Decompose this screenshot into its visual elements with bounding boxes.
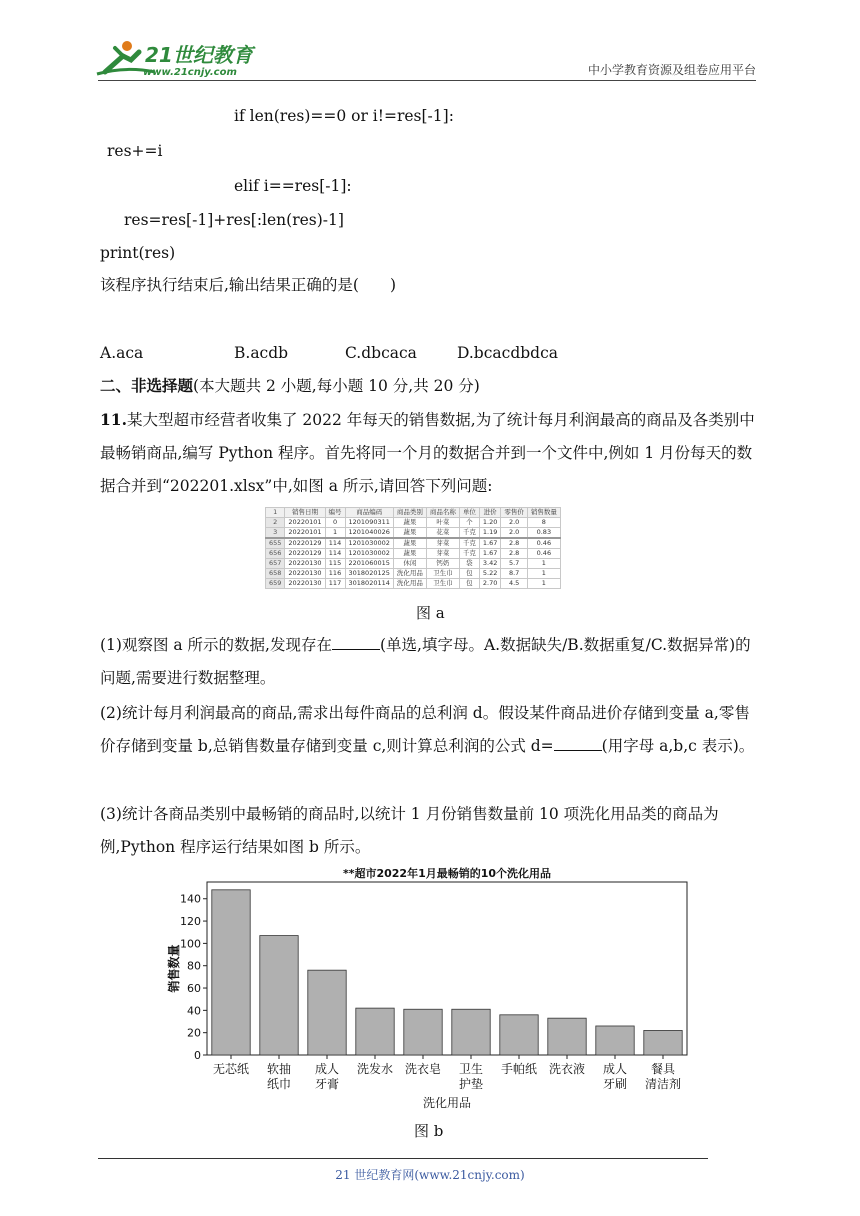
site-logo — [95, 38, 265, 78]
sheet-cell: 进价 — [479, 508, 500, 518]
sheet-cell: 8.7 — [501, 569, 528, 579]
bar — [356, 1008, 394, 1055]
x-tick-label: 牙膏 — [314, 1077, 340, 1091]
sheet-cell: 0.46 — [527, 549, 560, 559]
y-axis-label: 销售数量 — [167, 944, 181, 993]
sheet-cell: 商品编码 — [345, 508, 393, 518]
sheet-cell: 叶菜 — [426, 518, 459, 528]
x-tick-label: 成人 — [314, 1062, 340, 1076]
sheet-header-row — [266, 508, 561, 518]
figure-b-bar-chart — [160, 862, 700, 1112]
y-tick-label: 40 — [187, 1004, 201, 1018]
sheet-cell: 蔬果 — [393, 518, 426, 528]
sheet-cell: 2.0 — [501, 518, 528, 528]
sheet-cell: 20220130 — [285, 579, 325, 589]
x-axis-label: 洗化用品 — [422, 1096, 472, 1110]
q11-part1-b: (单选,填字母。A.数据缺失/B.数据重复/C.数据异常)的问题,需要进行数据整理。 — [100, 636, 751, 687]
q11-part1 — [100, 629, 762, 695]
sheet-row-number: 2 — [266, 518, 285, 528]
sheet-cell: 千克 — [459, 528, 479, 539]
sheet-row-number: 3 — [266, 528, 285, 539]
sheet-cell: 卫生巾 — [426, 579, 459, 589]
sheet-cell: 0 — [325, 518, 345, 528]
sheet-cell: 销售日期 — [285, 508, 325, 518]
footer-text: 21 世纪教育网(www.21cnjy.com) — [335, 1168, 525, 1182]
q11-intro-text: 某大型超市经营者收集了 2022 年每天的销售数据,为了统计每月利润最高的商品及各类别中最畅销商品,编写 Python 程序。首先将同一个月的数据合并到一个文件中,例如 1 月份每天的数据合并到“202201.xlsx”中,如图 a 所示,请回答下列问题: — [100, 411, 755, 495]
x-tick-label: 洗衣液 — [548, 1062, 586, 1076]
sheet-cell: 1 — [325, 528, 345, 539]
sheet-cell: 1201030002 — [345, 538, 393, 549]
sheet-cell: 2201060015 — [345, 559, 393, 569]
q10-option-d: D.bcacdbdca — [457, 344, 559, 362]
sheet-cell: 花菜 — [426, 528, 459, 539]
sheet-cell: 2.8 — [501, 538, 528, 549]
bar — [308, 970, 346, 1055]
chart-title: **超市2022年1月最畅销的10个洗化用品 — [342, 867, 552, 880]
q11-part3: (3)统计各商品类别中最畅销的商品时,以统计 1 月份销售数量前 10 项洗化用品类的商品为例,Python 程序运行结果如图 b 所示。 — [100, 805, 719, 856]
section-title — [100, 376, 480, 396]
bar — [644, 1030, 682, 1055]
sheet-cell: 1.19 — [479, 528, 500, 539]
figure-b-caption: 图 b — [414, 1122, 444, 1140]
sheet-cell: 20220129 — [285, 549, 325, 559]
sheet-cell: 20220130 — [285, 569, 325, 579]
sheet-cell: 零售价 — [501, 508, 528, 518]
header-divider — [98, 80, 756, 81]
sheet-row-number: 658 — [266, 569, 285, 579]
sheet-cell: 1 — [527, 569, 560, 579]
sheet-cell: 芽菜 — [426, 538, 459, 549]
sheet-cell: 114 — [325, 549, 345, 559]
bar — [548, 1018, 586, 1055]
sheet-cell: 芽菜 — [426, 549, 459, 559]
q11-part2-a: (2)统计每月利润最高的商品,需求出每件商品的总利润 d。假设某件商品进价存储到变量 a,零售价存储到变量 b,总销售数量存储到变量 c,则计算总利润的公式 d= — [100, 704, 750, 755]
bar — [452, 1009, 490, 1055]
q10-option-b: B.acdb — [234, 344, 289, 362]
sheet-cell: 包 — [459, 569, 479, 579]
figure-a-caption: 图 a — [416, 604, 445, 622]
sheet-cell: 1.67 — [479, 538, 500, 549]
x-tick-label: 护垫 — [458, 1077, 484, 1091]
sheet-cell: 蔬果 — [393, 549, 426, 559]
sheet-row — [266, 518, 561, 528]
sheet-row-number: 655 — [266, 538, 285, 549]
sheet-cell: 1201040026 — [345, 528, 393, 539]
x-tick-label: 牙刷 — [602, 1077, 628, 1091]
x-tick-label: 纸巾 — [266, 1077, 292, 1091]
sheet-cell: 洗化用品 — [393, 569, 426, 579]
bar — [500, 1015, 538, 1055]
section-title-note: (本大题共 2 小题,每小题 10 分,共 20 分) — [193, 377, 480, 395]
q11-part2-b: (用字母 a,b,c 表示)。 — [601, 737, 755, 755]
x-tick-label: 洗衣皂 — [404, 1062, 442, 1076]
answer-blank-1[interactable] — [332, 635, 380, 650]
sheet-row — [266, 559, 561, 569]
sheet-cell: 千克 — [459, 538, 479, 549]
bar — [596, 1026, 634, 1055]
x-tick-label: 软抽 — [266, 1062, 292, 1076]
sheet-cell: 单位 — [459, 508, 479, 518]
sheet-cell: 编号 — [325, 508, 345, 518]
sheet-cell: 20220101 — [285, 528, 325, 539]
sheet-cell: 袋 — [459, 559, 479, 569]
sheet-cell: 3.42 — [479, 559, 500, 569]
sheet-row — [266, 538, 561, 549]
y-tick-label: 60 — [187, 982, 201, 996]
sheet-cell: 3018020125 — [345, 569, 393, 579]
x-tick-label: 成人 — [602, 1062, 628, 1076]
code-line-2: res+=i — [107, 142, 163, 160]
sheet-cell: 钙奶 — [426, 559, 459, 569]
sheet-cell: 117 — [325, 579, 345, 589]
bar — [404, 1009, 442, 1055]
sheet-cell: 蔬果 — [393, 538, 426, 549]
code-line-4: res=res[-1]+res[:len(res)-1] — [124, 211, 344, 229]
sheet-row-number: 656 — [266, 549, 285, 559]
sheet-cell: 个 — [459, 518, 479, 528]
sheet-cell: 114 — [325, 538, 345, 549]
sheet-cell: 洗化用品 — [393, 579, 426, 589]
section-title-main: 二、非选择题 — [100, 376, 194, 395]
code-line-1: if len(res)==0 or i!=res[-1]: — [234, 107, 454, 125]
q11-part2 — [100, 697, 762, 763]
y-tick-label: 140 — [180, 892, 201, 906]
code-line-5: print(res) — [100, 244, 176, 262]
x-tick-label: 餐具 — [650, 1062, 676, 1076]
sheet-cell: 商品名称 — [426, 508, 459, 518]
sheet-cell: 销售数量 — [527, 508, 560, 518]
sheet-cell: 4.5 — [501, 579, 528, 589]
sheet-cell: 卫生巾 — [426, 569, 459, 579]
bar — [260, 936, 298, 1055]
q11-part1-a: (1)观察图 a 所示的数据,发现存在 — [100, 636, 332, 654]
y-tick-label: 120 — [180, 915, 201, 929]
figure-a-spreadsheet — [265, 507, 561, 589]
sheet-row — [266, 549, 561, 559]
sheet-cell: 1201090311 — [345, 518, 393, 528]
sheet-cell: 5.22 — [479, 569, 500, 579]
logo-main-text: 21世纪教育 — [145, 43, 253, 67]
x-tick-label: 无芯纸 — [212, 1062, 250, 1076]
sheet-cell: 商品类别 — [393, 508, 426, 518]
sheet-row — [266, 579, 561, 589]
sheet-cell: 1.67 — [479, 549, 500, 559]
x-tick-label: 清洁剂 — [644, 1077, 682, 1091]
sheet-cell: 2.0 — [501, 528, 528, 539]
sheet-cell: 115 — [325, 559, 345, 569]
y-tick-label: 80 — [187, 959, 201, 973]
sheet-cell: 2.8 — [501, 549, 528, 559]
sheet-row-number: 1 — [266, 508, 285, 518]
sheet-cell: 116 — [325, 569, 345, 579]
x-tick-label: 手帕纸 — [500, 1062, 538, 1076]
sheet-row-number: 659 — [266, 579, 285, 589]
sheet-row-number: 657 — [266, 559, 285, 569]
sheet-row — [266, 528, 561, 539]
x-tick-label: 卫生 — [458, 1062, 484, 1076]
q11-number: 11. — [100, 410, 127, 429]
y-tick-label: 100 — [180, 937, 201, 951]
answer-blank-2[interactable] — [554, 736, 602, 751]
y-tick-label: 0 — [194, 1049, 201, 1062]
footer-divider — [98, 1158, 708, 1159]
code-line-3: elif i==res[-1]: — [234, 177, 352, 195]
q10-option-a: A.aca — [100, 344, 144, 362]
logo-url-text: www.21cnjy.com — [143, 67, 237, 78]
sheet-cell: 包 — [459, 579, 479, 589]
y-tick-label: 20 — [187, 1026, 201, 1040]
x-tick-label: 洗发水 — [356, 1062, 394, 1076]
sheet-cell: 千克 — [459, 549, 479, 559]
sheet-cell: 0.46 — [527, 538, 560, 549]
sheet-cell: 5.7 — [501, 559, 528, 569]
sheet-cell: 2.70 — [479, 579, 500, 589]
sheet-cell: 20220101 — [285, 518, 325, 528]
header-platform-text: 中小学教育资源及组卷应用平台 — [587, 63, 756, 77]
sheet-cell: 20220129 — [285, 538, 325, 549]
sheet-cell: 0.83 — [527, 528, 560, 539]
sheet-row — [266, 569, 561, 579]
q11-intro — [100, 403, 762, 503]
q10-option-c: C.dbcaca — [345, 344, 417, 362]
sheet-cell: 1 — [527, 559, 560, 569]
sheet-cell: 1.20 — [479, 518, 500, 528]
sheet-cell: 1 — [527, 579, 560, 589]
sheet-cell: 8 — [527, 518, 560, 528]
sheet-cell: 蔬果 — [393, 528, 426, 539]
sheet-cell: 1201030002 — [345, 549, 393, 559]
bar — [212, 890, 250, 1055]
sheet-cell: 3018020114 — [345, 579, 393, 589]
q10-stem: 该程序执行结束后,输出结果正确的是( ) — [100, 276, 397, 294]
sheet-cell: 休闲 — [393, 559, 426, 569]
sheet-cell: 20220130 — [285, 559, 325, 569]
